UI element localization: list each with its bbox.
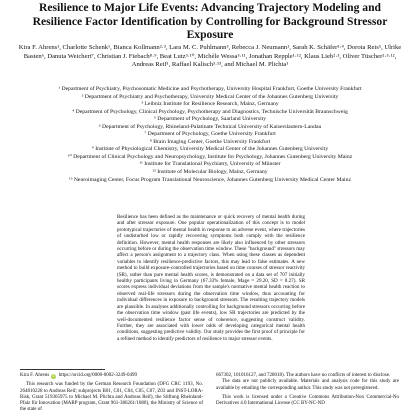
affiliation-item: ⁷ Department of Psychology, Goethe University Frankfurt (144, 131, 276, 138)
affiliation-item: ¹² Institute of Molecular Biology, Mainz, Germany (152, 169, 268, 176)
affiliation-item: ⁶ Department of Psychology, Rhineland-Palatinate Technical University of Kaiserslautern-Landau (98, 123, 322, 130)
affiliation-item: ⁹ Institute of Physiological Chemistry, University Medical Center of the Johannes Gutenberg University (91, 146, 329, 153)
affiliation-item: ¹ Department of Psychiatry, Psychosomatic Medicine and Psychotherapy, University Hospital Frankfurt, Goethe University Frankfurt (58, 86, 362, 92)
data-availability-note: The data are not publicly available. Materials and analysis code for this study are available by emailing the corresponding author. This study was not preregistered. (216, 379, 399, 391)
orcid-icon: iD (52, 373, 56, 378)
affiliation-list (6, 86, 414, 184)
footnote-divider (20, 369, 105, 370)
footnote-column-left (20, 373, 203, 414)
license-statement: This work is licensed under a Creative Commons Attribution-Non Commercial-No Derivatives 4.0 International License (CC BY-NC-ND (216, 394, 399, 407)
paper-title: Resilience to Major Life Events: Advancing Trajectory Modeling and Resilience Factor Identification by Controlling for Background Stressor Exposure (32, 1, 388, 42)
affiliation-item: ¹⁰ Department of Clinical Psychology and Neuropsychology, Institute for Psychology, Johannes Gutenberg University Mainz (67, 153, 353, 160)
affiliation-item: ³ Leibniz Institute for Resilience Research, Mainz, Germany (141, 101, 279, 108)
abstract: Resilience has been defined as the maintenance or quick recovery of mental health during and after stressor exposure. One popular operationalization of this concept is to model prototypical trajectories of mental health in response to an adverse event, where trajectories of undisturbed low or rapidly recovering symptoms both comply with the resilience definition. However, mental health responses are likely also influenced by other stressors occurring before or during the observation time window. These "background" stressors may affect a person's assignment to a trajectory class. When using these classes as dependent variables to identify resilience-predictive factors, this may lead to false estimates. A new method to build exposure-controlled trajectories based on time courses of stressor reactivity (SR), rather than pure mental health scores, is demonstrated on a data set of 707 initially healthy participants living in Germany (67.33% female, Mage = 29.20, SD = 8.27). SR scores express individual deviations from the sample's normative mental health reaction to observed real-life stressors during the observation time window, thus accounting for individual differences in exposure to background stressors. The resulting trajectory models are plausible. In analyses additionally controlling for background stressors occurring before the observation time window (past life events), low SR trajectories are predicted by the well-documented resilience factor sense of coherence, suggesting construct validity. Further, they are associated with lower odds of developing categorical mental health conditions, suggesting predictive validity. Our study provides the first proof of principle for a refined method to identify predictors of resilience to major stressor events. (117, 214, 305, 342)
conflict-statement: 667302, 101016127, and 728018). The authors have no conflicts of interest to disclose. (216, 373, 391, 378)
funding-statement: This research was funded by the German Research Foundation (DFG CRC 1193, No. 264810228 to Andreas Reif; subprojects B01, C01, C04, C05, C07, Z03 and INST-LORA-Risk, Grant 519365975 to Michael M. Plichta and Andreas Reif), the Stiftung Rheinland-Pfalz für Innovation (MARP program, Grant 961-386261/1080), the Ministry of Science of the state of (20, 382, 203, 413)
orcid-author-name: Kira F. Ahrens (20, 373, 50, 378)
affiliation-item: ² Department of Psychiatry and Psychotherapy, University Medical Center of the Johannes Gutenberg University (81, 93, 339, 100)
footnote-column-right (216, 373, 399, 407)
affiliation-item: ⁴ Department of Psychology, Clinical Psychology, Psychotherapy and Diagnostics, Technische Universität Braunschweig (72, 108, 348, 115)
affiliation-item: ⁸ Brain Imaging Center, Goethe University Frankfurt (149, 138, 271, 145)
affiliation-item: ¹³ Neuroimaging Center, Focus Program Translational Neuroscience, Johannes Gutenberg University Medical Center Mainz (68, 176, 352, 183)
author-list: Kira F. Ahrens¹, Charlotte Schenk¹, Bianca Kollmann²·³, Lara M. C. Puhlmann³, Rebecca J. Neumann¹, Sarah K. Schäfer³·⁴, Dorota Reis⁵, Ulrike Basten⁶, Danuta Weichert⁷, Christian J. Fiebach⁸·⁹, Beat Lutz³·¹⁰, Michèle Wessa³·¹¹, Jonathan Repple¹·¹², Klaus Lieb²·³, Oliver Tüscher²·³·¹², Andreas Reif¹, Raffael Kalisch³·¹³, and Michael M. Plichta¹ (18, 44, 402, 69)
orcid-link[interactable]: https://orcid.org/0000-0002-3249-0499 (58, 373, 138, 378)
affiliation-item: ¹¹ Institute for Translational Psychiatry, University of Münster (139, 161, 281, 168)
affiliation-item: ⁵ Department of Psychology, Saarland University (153, 116, 267, 123)
